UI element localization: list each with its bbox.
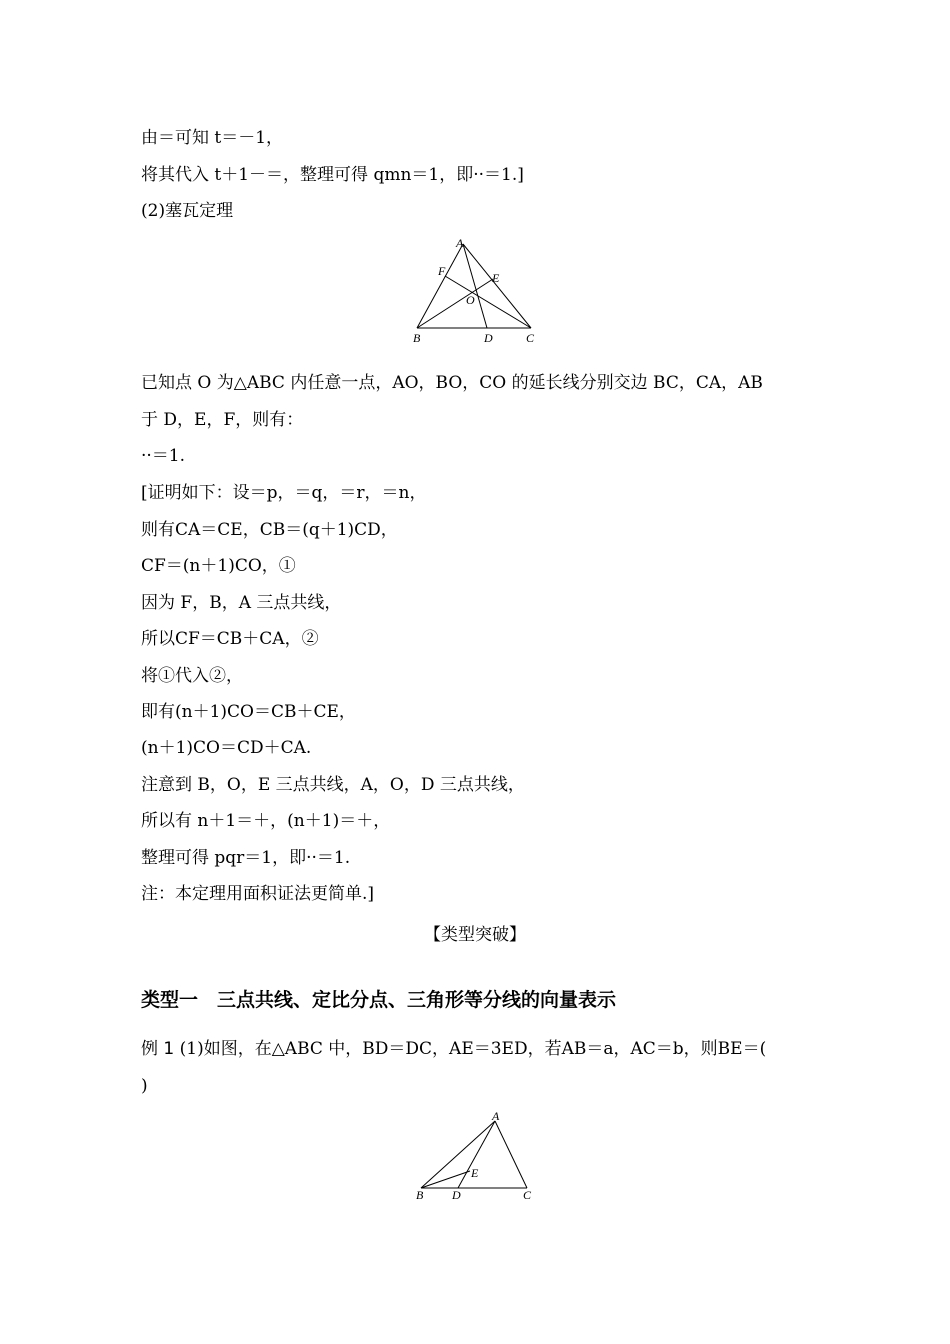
cevian-be: [417, 279, 493, 328]
cevian-ad: [463, 244, 487, 328]
intro-line-2: 将其代入 t＋1－＝，整理可得 qmn＝1，即··＝1.]: [141, 165, 524, 185]
proof-line: (n＋1)CO＝CD＋CA.: [141, 738, 312, 758]
example-label: 例 1: [141, 1039, 175, 1059]
label-f: F: [438, 264, 446, 278]
label-b: B: [413, 331, 421, 345]
label-e: E: [492, 271, 500, 285]
proof-line: 整理可得 pqr＝1，即··＝1.: [141, 848, 351, 868]
theorem-line-2: 于 D，E，F，则有：: [141, 410, 304, 430]
label-c: C: [523, 1188, 532, 1202]
label-b: B: [416, 1188, 424, 1202]
edge-ac: [463, 244, 531, 328]
label-o: O: [466, 293, 475, 307]
edge-ab: [421, 1121, 495, 1188]
label-a: A: [456, 236, 464, 250]
example-line-2: ): [141, 1076, 148, 1096]
proof-line: 因为 F，B，A 三点共线，: [141, 593, 342, 613]
edge-ac: [495, 1121, 527, 1188]
section-title: 【类型突破】: [424, 925, 526, 945]
proof-line: CF＝(n＋1)CO，①: [141, 556, 296, 576]
label-c: C: [526, 331, 535, 345]
proof-line: 则有CA＝CE，CB＝(q＋1)CD，: [141, 520, 398, 540]
label-d: D: [452, 1188, 461, 1202]
edge-ab: [417, 244, 463, 328]
example-figure: [405, 1107, 545, 1203]
example-line-1: [141, 1038, 766, 1060]
proof-line: 所以有 n＋1＝＋，(n＋1)＝＋，: [141, 811, 391, 831]
proof-line: 注：本定理用面积证法更简单.]: [141, 884, 375, 904]
type-heading: 类型一 三点共线、定比分点、三角形等分线的向量表示: [141, 989, 617, 1011]
proof-line: 即有(n＋1)CO＝CB＋CE，: [141, 702, 356, 722]
label-d: D: [484, 331, 493, 345]
proof-line: 所以CF＝CB＋CA，②: [141, 629, 319, 649]
proof-line: 注意到 B，O，E 三点共线，A，O，D 三点共线，: [141, 775, 525, 795]
ceva-figure: [405, 232, 545, 350]
theorem-line-1: 已知点 O 为△ABC 内任意一点，AO，BO，CO 的延长线分别交边 BC，CA，AB: [141, 373, 763, 393]
intro-line-1: 由＝可知 t＝－1，: [141, 128, 284, 148]
theorem-line-3: ··＝1.: [141, 446, 186, 466]
example-text: (1)如图，在△ABC 中，BD＝DC，AE＝3ED，若AB＝a，AC＝b，则BE＝(: [174, 1039, 767, 1059]
intro-line-3: (2)塞瓦定理: [141, 201, 234, 221]
proof-line: 将①代入②，: [141, 666, 243, 686]
label-a: A: [492, 1109, 500, 1123]
proof-line: [证明如下：设＝p，＝q，＝r，＝n，: [141, 483, 427, 503]
label-e: E: [471, 1166, 479, 1180]
